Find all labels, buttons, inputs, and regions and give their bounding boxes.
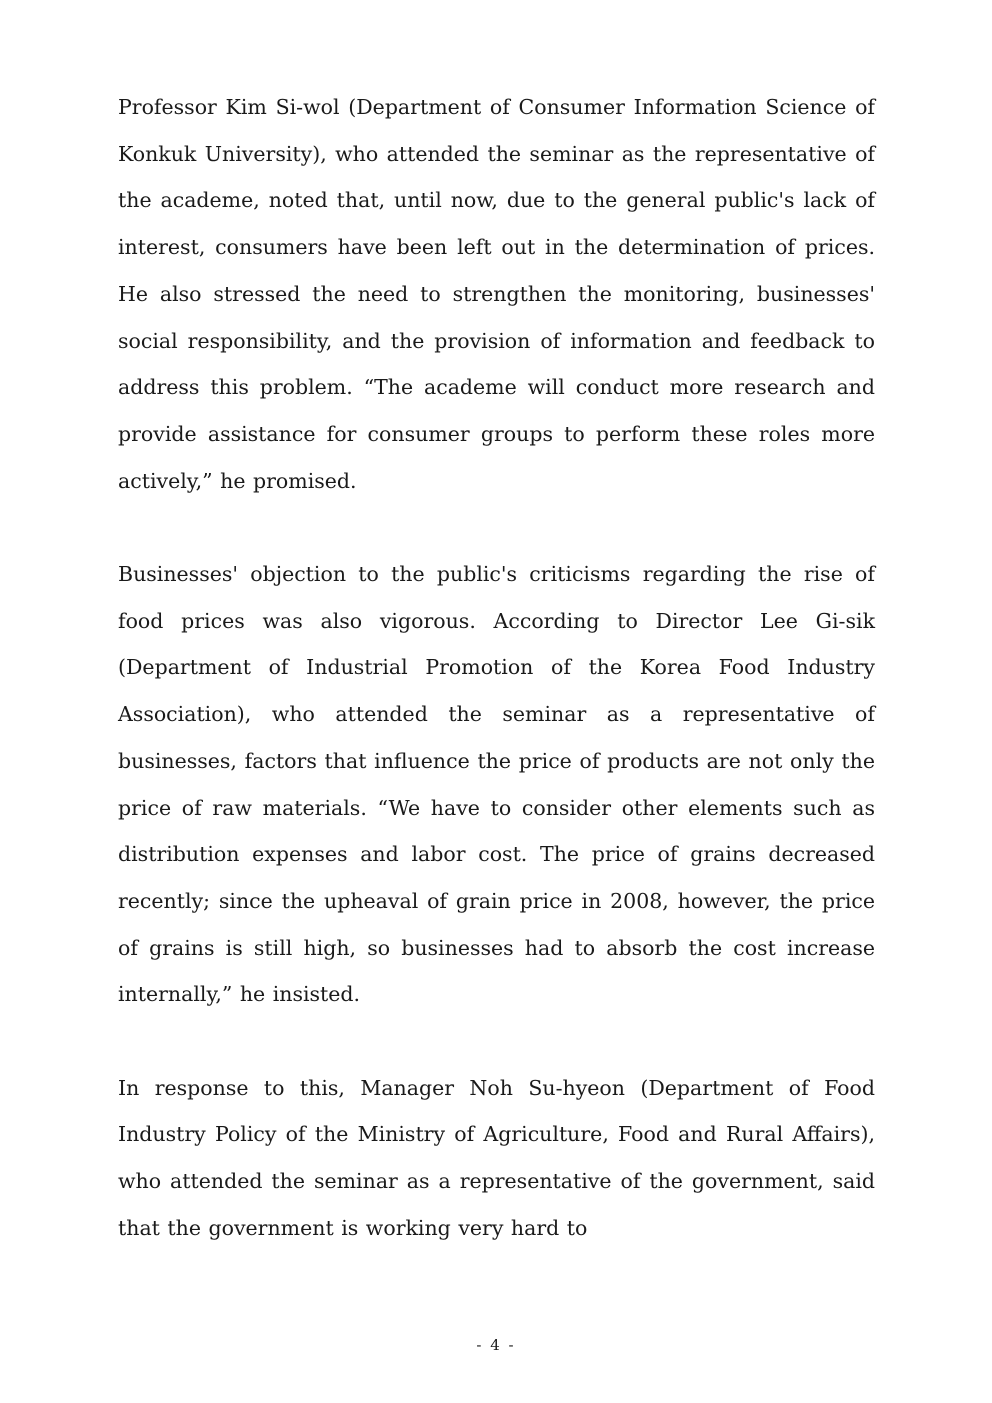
page-number: - 4 - xyxy=(476,1336,516,1354)
body-text xyxy=(118,84,875,1252)
paragraph-businesses: Businesses' objection to the public's criticisms regarding the rise of food prices was also vigorous. According to Director Lee Gi-sik (Department of Industrial Promotion of the Korea Food Industry Association), who attended the seminar as a representative of businesses, factors that influence the price of products are not only the price of raw materials. “We have to consider other elements such as distribution expenses and labor cost. The price of grains decreased recently; since the upheaval of grain price in 2008, however, the price of grains is still high, so businesses had to absorb the cost increase internally,” he insisted. xyxy=(118,562,875,1007)
paragraph-government: In response to this, Manager Noh Su-hyeon (Department of Food Industry Policy of the Ministry of Agriculture, Food and Rural Affairs), who attended the seminar as a representative of the government, said that the government is working very hard to xyxy=(118,1075,875,1240)
paragraph-academe: Professor Kim Si-wol (Department of Consumer Information Science of Konkuk University), who attended the seminar as the representative of the academe, noted that, until now, due to the general public's lack of interest, consumers have been left out in the determination of prices. He also stressed the need to strengthen the monitoring, businesses' social responsibility, and the provision of information and feedback to address this problem. “The academe will conduct more research and provide assistance for consumer groups to perform these roles more actively,” he promised. xyxy=(118,95,875,493)
